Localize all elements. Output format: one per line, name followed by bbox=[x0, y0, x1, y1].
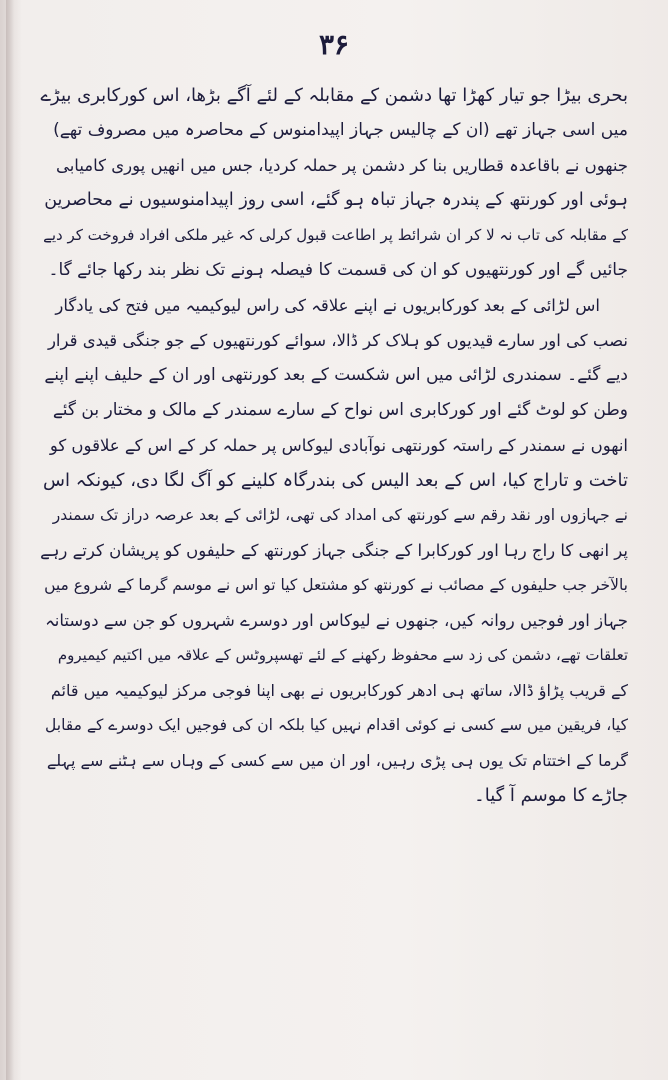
text-line: میں اسی جہاز تھے (ان کے چالیس جہاز اپیدامنوس کے محاصرہ میں مصروف تھے) bbox=[53, 120, 628, 140]
text-line: بحری بیڑا جو تیار کھڑا تھا دشمن کے مقابلہ کے لئے آگے بڑھا، اس کورکابری بیڑے bbox=[40, 85, 628, 106]
text-line: جہاز اور فوجیں روانہ کیں، جنھوں نے لیوکاس اور دوسرے شہروں کو جن سے دوستانہ bbox=[45, 611, 628, 630]
text-line: انھوں نے سمندر کے راستہ کورنتھی نوآبادی لیوکاس پر حملہ کر کے اس کے علاقوں کو bbox=[49, 436, 628, 455]
text-line: ہوئی اور کورنتھ کے پندرہ جہاز تباہ ہو گئے، اسی روز اپیدامنوسیوں نے محاصرین bbox=[44, 190, 628, 210]
text-line: پر انھی کا راج رہا اور کورکابرا کے جنگی جہاز کورنتھ کے حلیفوں کو پریشان کرتے رہے bbox=[40, 541, 628, 560]
text-line: تعلقات تھے، دشمن کی زد سے محفوظ رکھنے کے لئے تھسپروٹس کے علاقہ میں اکتیم کیمیروم bbox=[57, 646, 628, 664]
text-line: تاخت و تاراج کیا، اس کے بعد الیس کی بندرگاہ کلینے کو آگ لگا دی، کیونکہ اس bbox=[43, 470, 628, 491]
text-line: وطن کو لوٹ گئے اور کورکابری اس نواح کے سارے سمندر کے مالک و مختار بن گئے bbox=[52, 400, 628, 420]
page-text bbox=[40, 78, 628, 813]
text-line: جاڑے کا موسم آ گیا۔ bbox=[474, 785, 628, 806]
text-line: بالآخر جب حلیفوں کے مصائب نے کورنتھ کو مشتعل کیا تو اس نے موسم گرما کے شروع میں bbox=[44, 576, 628, 594]
text-line: گرما کے اختتام تک یوں ہی پڑی رہیں، اور ان میں سے کسی کے وہاں سے ہٹنے سے پہلے bbox=[46, 751, 628, 770]
text-line: جائیں گے اور کورنتھیوں کو ان کی قسمت کا فیصلہ ہونے تک نظر بند رکھا جائے گا۔ bbox=[48, 260, 628, 280]
text-line: نصب کی اور سارے قیدیوں کو ہلاک کر ڈالا، سوائے کورنتھیوں کے جو جنگی قیدی قرار bbox=[47, 331, 628, 350]
text-line: کے قریب پڑاؤ ڈالا، ساتھ ہی ادھر کورکابریوں نے بھی اپنا فوجی مرکز لیوکیمیہ میں قائم bbox=[50, 681, 628, 700]
text-line: جنھوں نے باقاعدہ قطاریں بنا کر دشمن پر حملہ کردیا، جس میں انھیں پوری کامیابی bbox=[55, 156, 628, 175]
text-line: نے جہازوں اور نقد رقم سے کورنتھ کی امداد کی تھی، لڑائی کے بعد عرصہ دراز تک سمندر bbox=[52, 506, 628, 524]
text-line: کے مقابلہ کی تاب نہ لا کر ان شرائط پر اطاعت قبول کرلی کہ غیر ملکی افراد فروخت کر دیے bbox=[43, 226, 628, 244]
text-line: اس لڑائی کے بعد کورکابریوں نے اپنے علاقہ کی راس لیوکیمیہ میں فتح کی یادگار bbox=[55, 296, 600, 315]
text-line: کیا، فریقین میں سے کسی نے کوئی اقدام نہیں کیا بلکہ ان کی فوجیں ایک دوسرے کے مقابل bbox=[45, 716, 628, 734]
text-line: دیے گئے۔ سمندری لڑائی میں اس شکست کے بعد کورنتھی اور ان کے حلیف اپنے اپنے bbox=[44, 365, 628, 385]
page-number: ۳۶ bbox=[318, 28, 350, 61]
